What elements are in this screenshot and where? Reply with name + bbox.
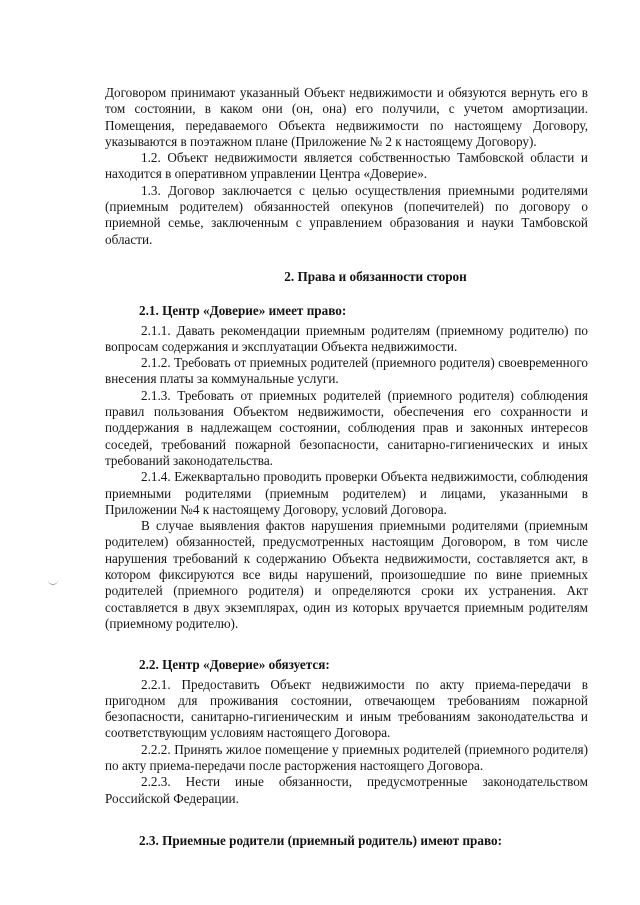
- paragraph-2-1-4: 2.1.4. Ежеквартально проводить проверки Объекта недвижимости, соблюдения приемными родителями (приемным родителем) и лицами, указанными в Приложении №4 к настоящему Договору, условий Договора.: [105, 469, 588, 517]
- subsection-2-1-title: 2.1. Центр «Доверие» имеет право:: [139, 303, 347, 319]
- paragraph-2-1-2: 2.1.2. Требовать от приемных родителей (приемного родителя) своевременного внесения платы за коммунальные услуги.: [105, 355, 588, 387]
- subsection-2-2-title: 2.2. Центр «Доверие» обязуется:: [139, 657, 330, 673]
- paragraph-2-2-3: 2.2.3. Нести иные обязанности, предусмотренные законодательством Российской Федерации.: [105, 774, 588, 806]
- paragraph-1-3: 1.3. Договор заключается с целью осуществления приемными родителями (приемным родителем) обязанностей опекунов (попечителей) по договору о приемной семье, заключенным с управлением образования и науки Тамбовской области.: [105, 182, 588, 247]
- paragraph-1-2: 1.2. Объект недвижимости является собственностью Тамбовской области и находится в оперативном управлении Центра «Доверие».: [105, 150, 588, 182]
- paragraph-2-1-1: 2.1.1. Давать рекомендации приемным родителям (приемному родителю) по вопросам содержания и эксплуатации Объекта недвижимости.: [105, 322, 588, 354]
- paragraph-2-2-1: 2.2.1. Предоставить Объект недвижимости по акту приема-передачи в пригодном для проживания состоянии, отвечающем требованиям пожарной безопасности, санитарно-гигиеническим и иным требованиям законодательства и соответствующим условиям настоящего Договора.: [105, 676, 588, 741]
- subsection-2-3-title: 2.3. Приемные родители (приемный родитель) имеют право:: [139, 832, 503, 848]
- document-page: [105, 85, 588, 849]
- paragraph-2-2-2: 2.2.2. Принять жилое помещение у приемных родителей (приемного родителя) по акту приема-передачи после расторжения настоящего Договора.: [105, 741, 588, 773]
- paragraph-2-1-3: 2.1.3. Требовать от приемных родителей (приемного родителя) соблюдения правил пользования Объектом недвижимости, обеспечения его сохранности и поддержания в надлежащем состоянии, соблюдения прав и законных интересов соседей, требований пожарной безопасности, санитарно-гигиенических и иных требований законодательства.: [105, 387, 588, 468]
- intro-paragraph: Договором принимают указанный Объект недвижимости и обязуются вернуть его в том состоянии, в каком они (он, она) его получили, с учетом амортизации. Помещения, передаваемого Объекта недвижимости по настоящему Договору, указываются в поэтажном плане (Приложение № 2 к настоящему Договору).: [105, 85, 588, 149]
- paragraph-violation: В случае выявления фактов нарушения приемными родителями (приемным родителем) обязанностей, предусмотренных настоящим Договором, в том числе нарушения требований к содержанию Объекта недвижимости, составляется акт, в котором фиксируются все виды нарушений, произошедшие по вине приемных родителей (приемного родителя) и определяются сроки их устранения. Акт составляется в двух экземплярах, один из которых вручается приемным родителям (приемному родителю).: [105, 518, 588, 631]
- scan-margin-mark: [48, 578, 58, 585]
- section-2-title: 2. Права и обязанности сторон: [284, 268, 467, 284]
